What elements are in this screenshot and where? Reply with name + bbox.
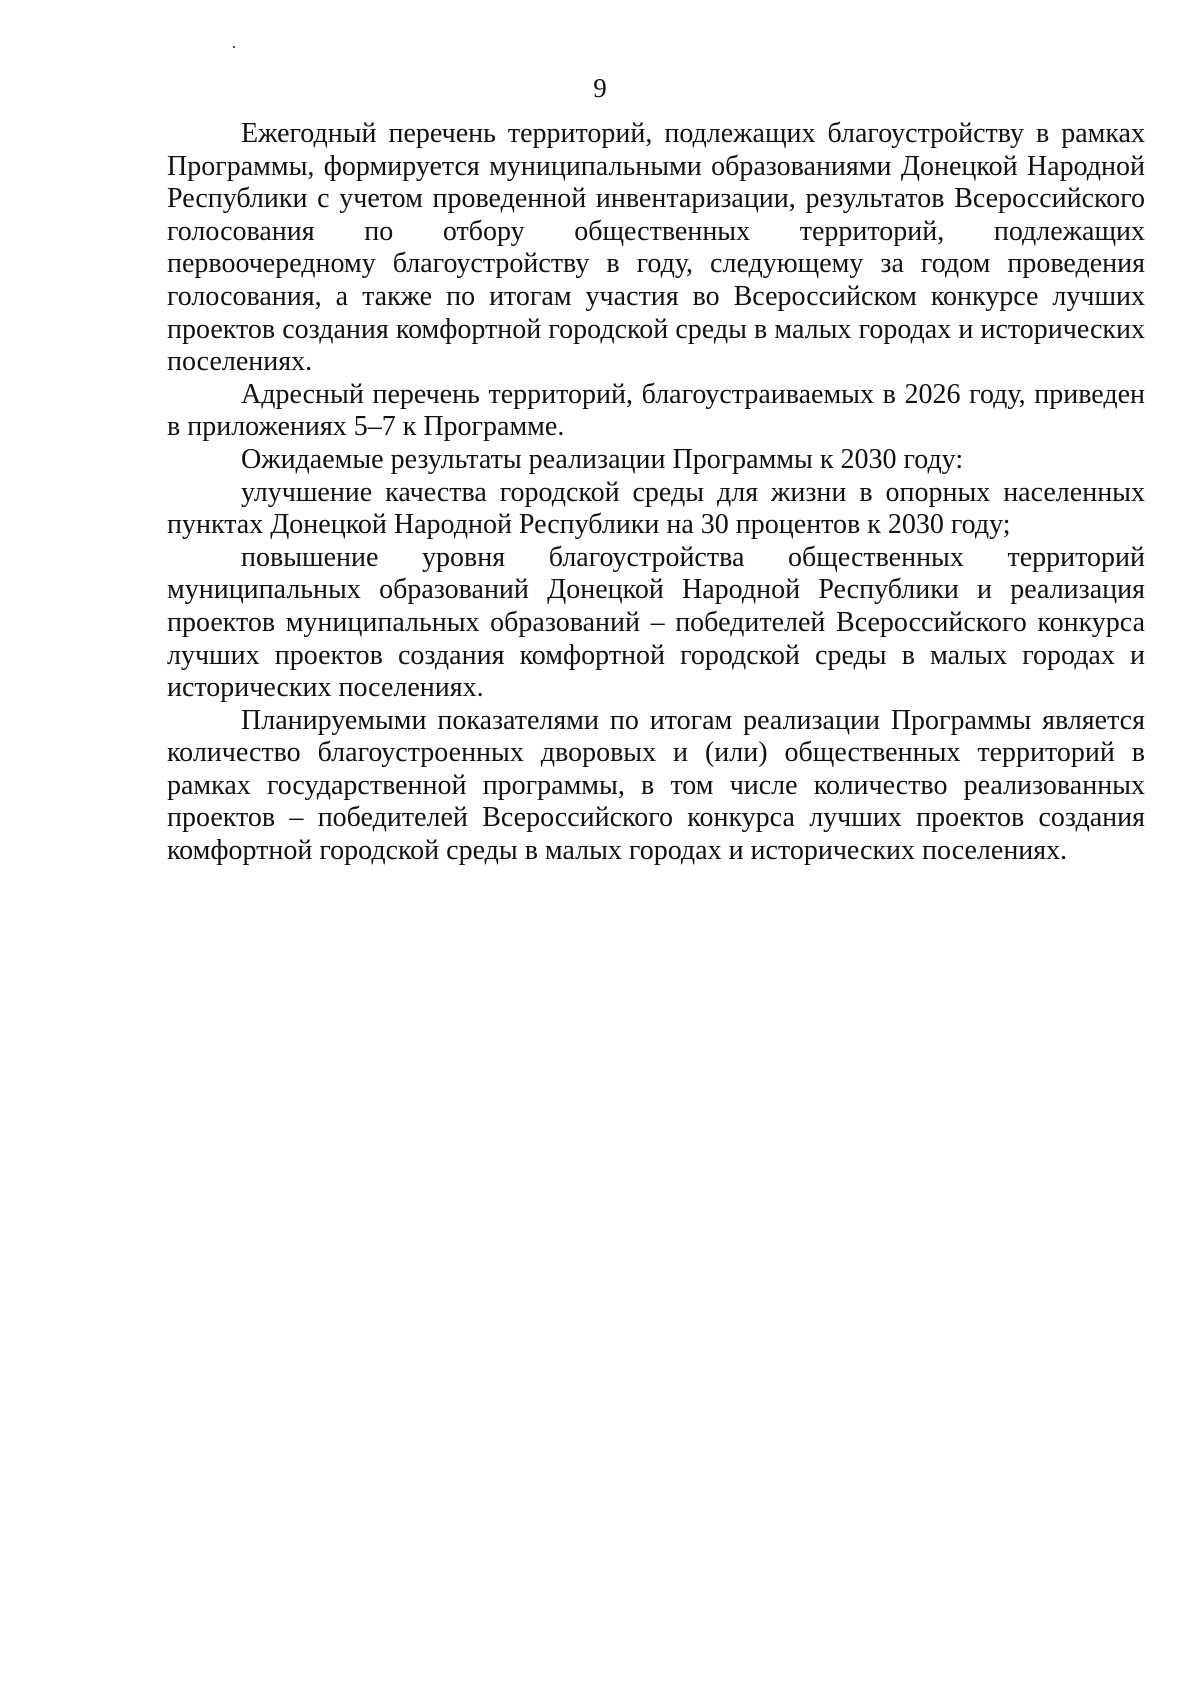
paragraph-address-list: Адресный перечень территорий, благоустраиваемых в 2026 году, приведен в приложениях 5–7 к Программе. xyxy=(167,378,1145,443)
paragraph-expected-results: Ожидаемые результаты реализации Программы к 2030 году: xyxy=(241,443,964,475)
scan-speck xyxy=(233,46,235,48)
document-body xyxy=(167,118,1145,868)
paragraph-improvement-level: повышение уровня благоустройства общественных территорий муниципальных образований Донецкой Народной Республики и реализация проектов муниципальных образований – победителей Всероссийского конкурса лучших проектов создания комфортной городской среды в малых городах и исторических поселениях. xyxy=(167,541,1145,704)
paragraph-planned-indicators: Планируемыми показателями по итогам реализации Программы является количество благоустроенных дворовых и (или) общественных территорий в рамках государственной программы, в том числе количество реализованных проектов – победителей Всероссийского конкурса лучших проектов создания комфортной городской среды в малых городах и исторических поселениях. xyxy=(167,704,1145,867)
paragraph-urban-quality: улучшение качества городской среды для жизни в опорных населенных пунктах Донецкой Народной Республики на 30 процентов к 2030 году; xyxy=(167,476,1145,541)
page-number: 9 xyxy=(593,73,607,103)
paragraph-territory-list: Ежегодный перечень территорий, подлежащих благоустройству в рамках Программы, формируется муниципальными образованиями Донецкой Народной Республики с учетом проведенной инвентаризации, результатов Всероссийского голосования по отбору общественных территорий, подлежащих первоочередному благоустройству в году, следующему за годом проведения голосования, а также по итогам участия во Всероссийском конкурсе лучших проектов создания комфортной городской среды в малых городах и исторических поселениях. xyxy=(167,118,1145,378)
